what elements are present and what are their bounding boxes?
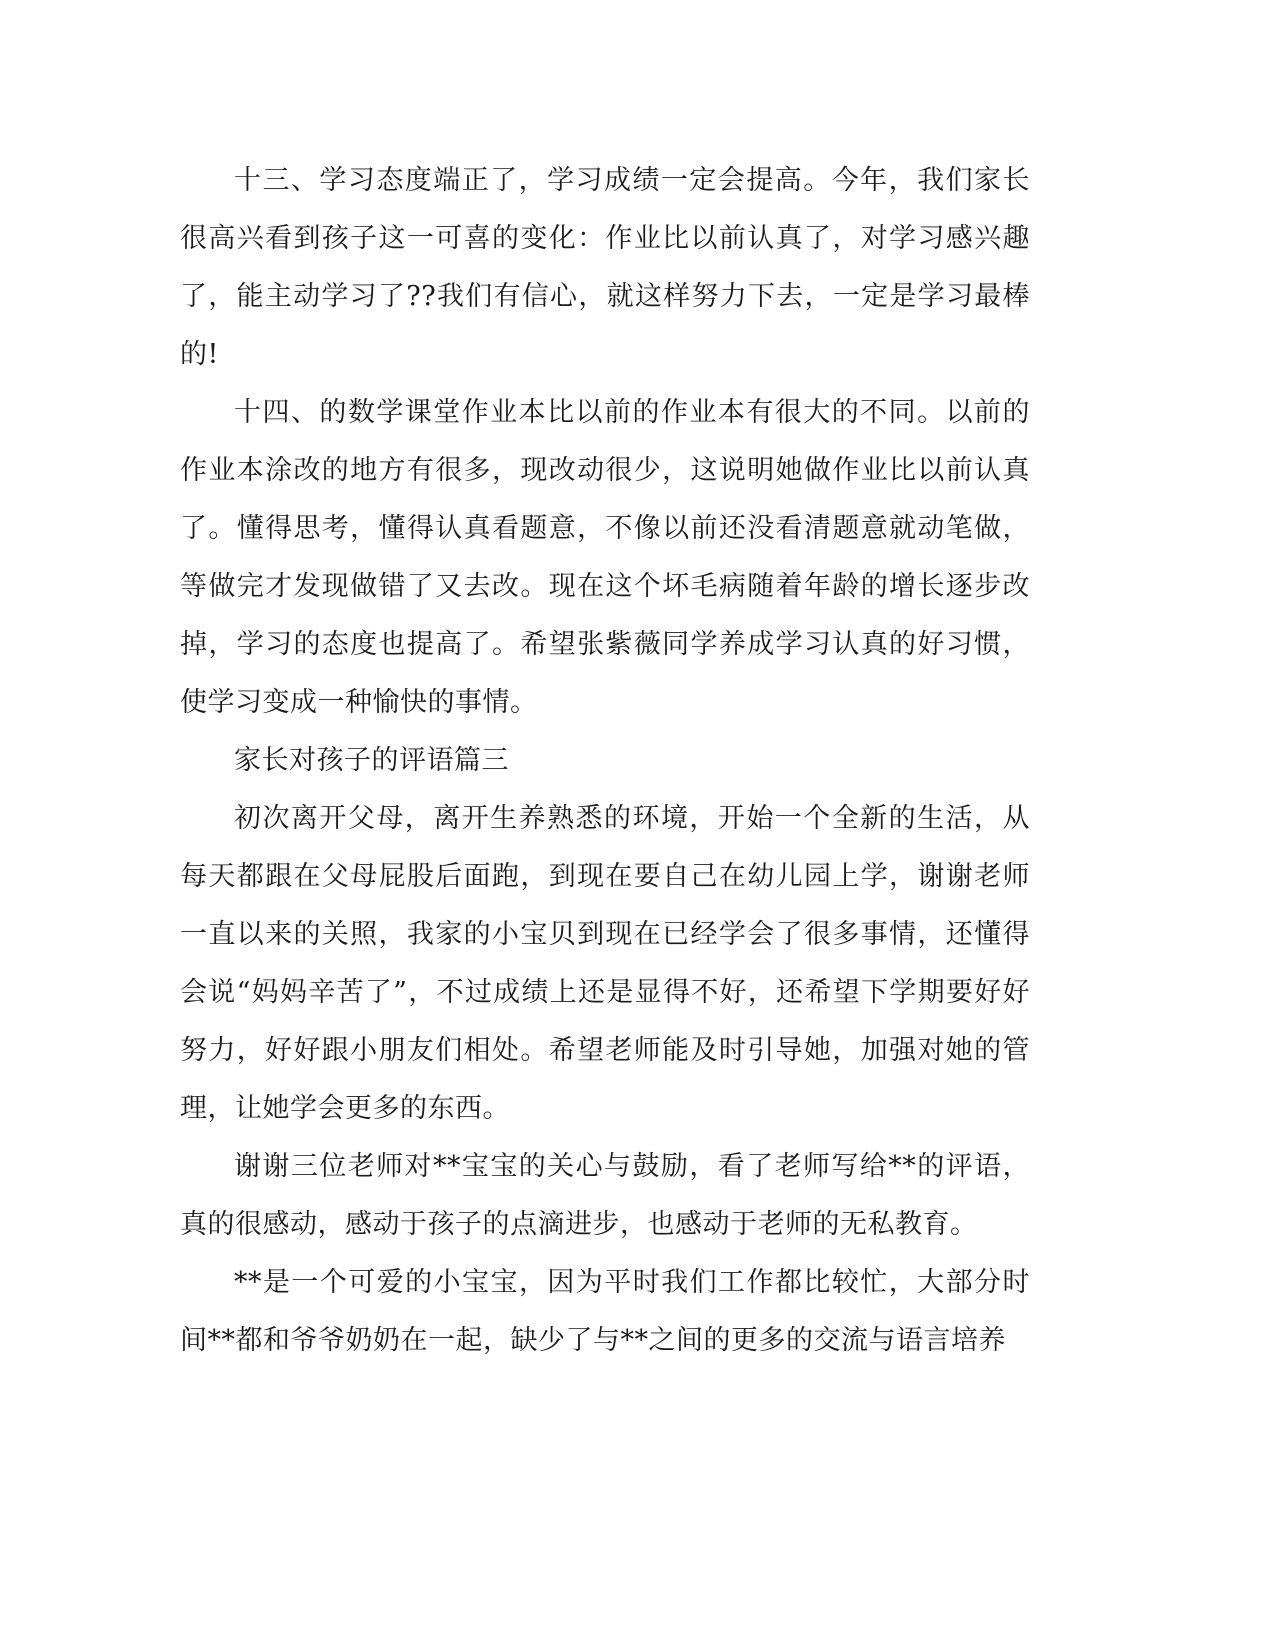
- paragraph-thirteen: 十三、学习态度端正了，学习成绩一定会提高。今年，我们家长很高兴看到孩子这一可喜的变化：作业比以前认真了，对学习感兴趣了，能主动学习了??我们有信心，就这样努力下去，一定是学习最棒的!: [180, 165, 1030, 370]
- section-heading: 家长对孩子的评语篇三: [234, 745, 509, 776]
- paragraph-thanks-teachers: 谢谢三位老师对**宝宝的关心与鼓励，看了老师写给**的评语，真的很感动，感动于孩子的点滴进步，也感动于老师的无私教育。: [180, 1151, 1030, 1240]
- paragraph-fourteen: 十四、的数学课堂作业本比以前的作业本有很大的不同。以前的作业本涂改的地方有很多，现改动很少，这说明她做作业比以前认真了。懂得思考，懂得认真看题意，不像以前还没看清题意就动笔做，等做完才发现做错了又去改。现在这个坏毛病随着年龄的增长逐步改掉，学习的态度也提高了。希望张紫薇同学养成学习认真的好习惯，使学习变成一种愉快的事情。: [180, 397, 1030, 718]
- document-body: [180, 152, 1030, 1370]
- paragraph-lovely-baby: **是一个可爱的小宝宝，因为平时我们工作都比较忙，大部分时间**都和爷爷奶奶在一起，缺少了与**之间的更多的交流与语言培养: [180, 1267, 1030, 1356]
- paragraph-first-leaving: 初次离开父母，离开生养熟悉的环境，开始一个全新的生活，从每天都跟在父母屁股后面跑，到现在要自己在幼儿园上学，谢谢老师一直以来的关照，我家的小宝贝到现在已经学会了很多事情，还懂得会说“妈妈辛苦了”，不过成绩上还是显得不好，还希望下学期要好好努力，好好跟小朋友们相处。希望老师能及时引导她，加强对她的管理，让她学会更多的东西。: [180, 803, 1030, 1124]
